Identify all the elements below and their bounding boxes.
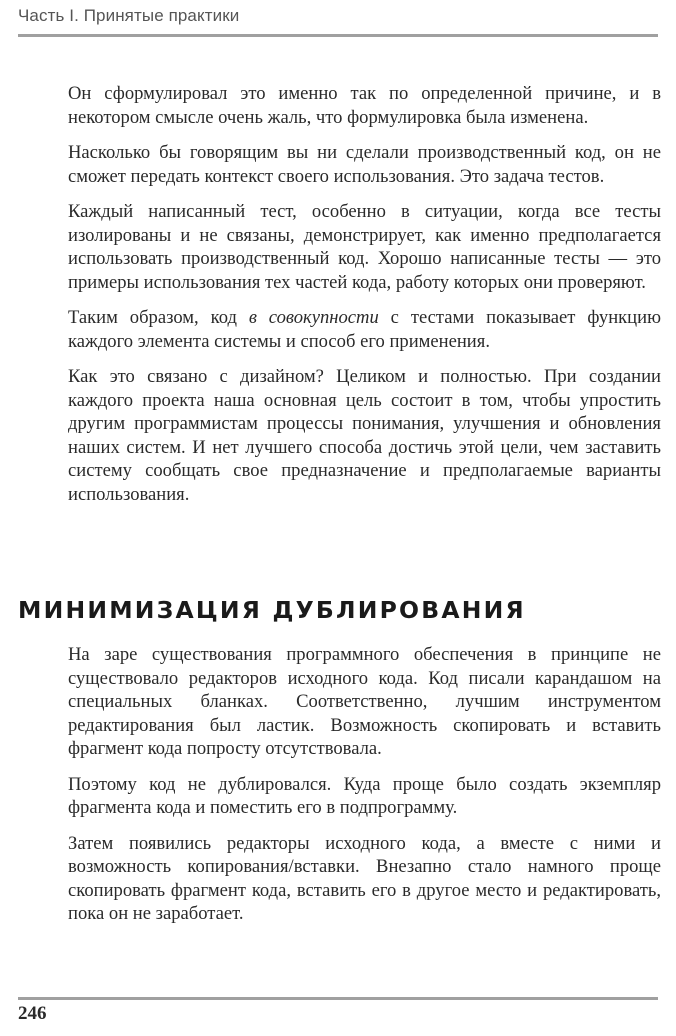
paragraph-text: с тестами показывает функцию каждого элемента системы и способ его применения. <box>68 307 661 352</box>
text-block-intro <box>68 82 661 518</box>
paragraph-text: Таким образом, код <box>68 307 249 328</box>
paragraph: Каждый написанный тест, особенно в ситуации, когда все тесты изолированы и не связаны, демонстрирует, как именно предполагается использовать производственный код. Хорошо написанные тесты — это примеры использования тех частей кода, работу которых они проверяют. <box>68 201 661 293</box>
footer-rule <box>18 997 658 1000</box>
emphasis-text: в совокупности <box>248 307 379 328</box>
paragraph: Как это связано с дизайном? Целиком и полностью. При создании каждого проекта наша основная цель состоит в том, чтобы упростить другим программистам процессы понимания, улучшения и обновления наших систем. И нет лучшего способа достичь этой цели, чем заставить систему сообщать свое предназначение и предполагаемые варианты использования. <box>68 366 661 505</box>
paragraph: Затем появились редакторы исходного кода, а вместе с ними и возможность копирования/вставки. Внезапно стало намного проще скопировать фрагмент кода, вставить его в другое место и редактировать, пока он не заработает. <box>68 832 661 924</box>
text-block-duplication <box>68 643 661 938</box>
running-head: Часть I. Принятые практики <box>18 6 240 25</box>
paragraph: Поэтому код не дублировался. Куда проще было создать экземпляр фрагмента кода и поместить его в подпрограмму. <box>68 773 661 818</box>
section-heading: МИНИМИЗАЦИЯ ДУБЛИРОВАНИЯ <box>18 596 526 624</box>
paragraph: На заре существования программного обеспечения в принципе не существовало редакторов исходного кода. Код писали карандашом на специальных бланках. Соответственно, лучшим инструментом редактирования был ластик. Возможность скопировать и вставить фрагмент кода попросту отсутствовала. <box>68 644 661 759</box>
paragraph: Насколько бы говорящим вы ни сделали производственный код, он не сможет передать контекст своего использования. Это задача тестов. <box>68 142 661 187</box>
page-number: 246 <box>18 1003 47 1024</box>
paragraph <box>68 306 661 353</box>
header-rule <box>18 34 658 37</box>
paragraph: Он сформулировал это именно так по определенной причине, и в некотором смысле очень жаль, что формулировка была изменена. <box>68 83 661 128</box>
